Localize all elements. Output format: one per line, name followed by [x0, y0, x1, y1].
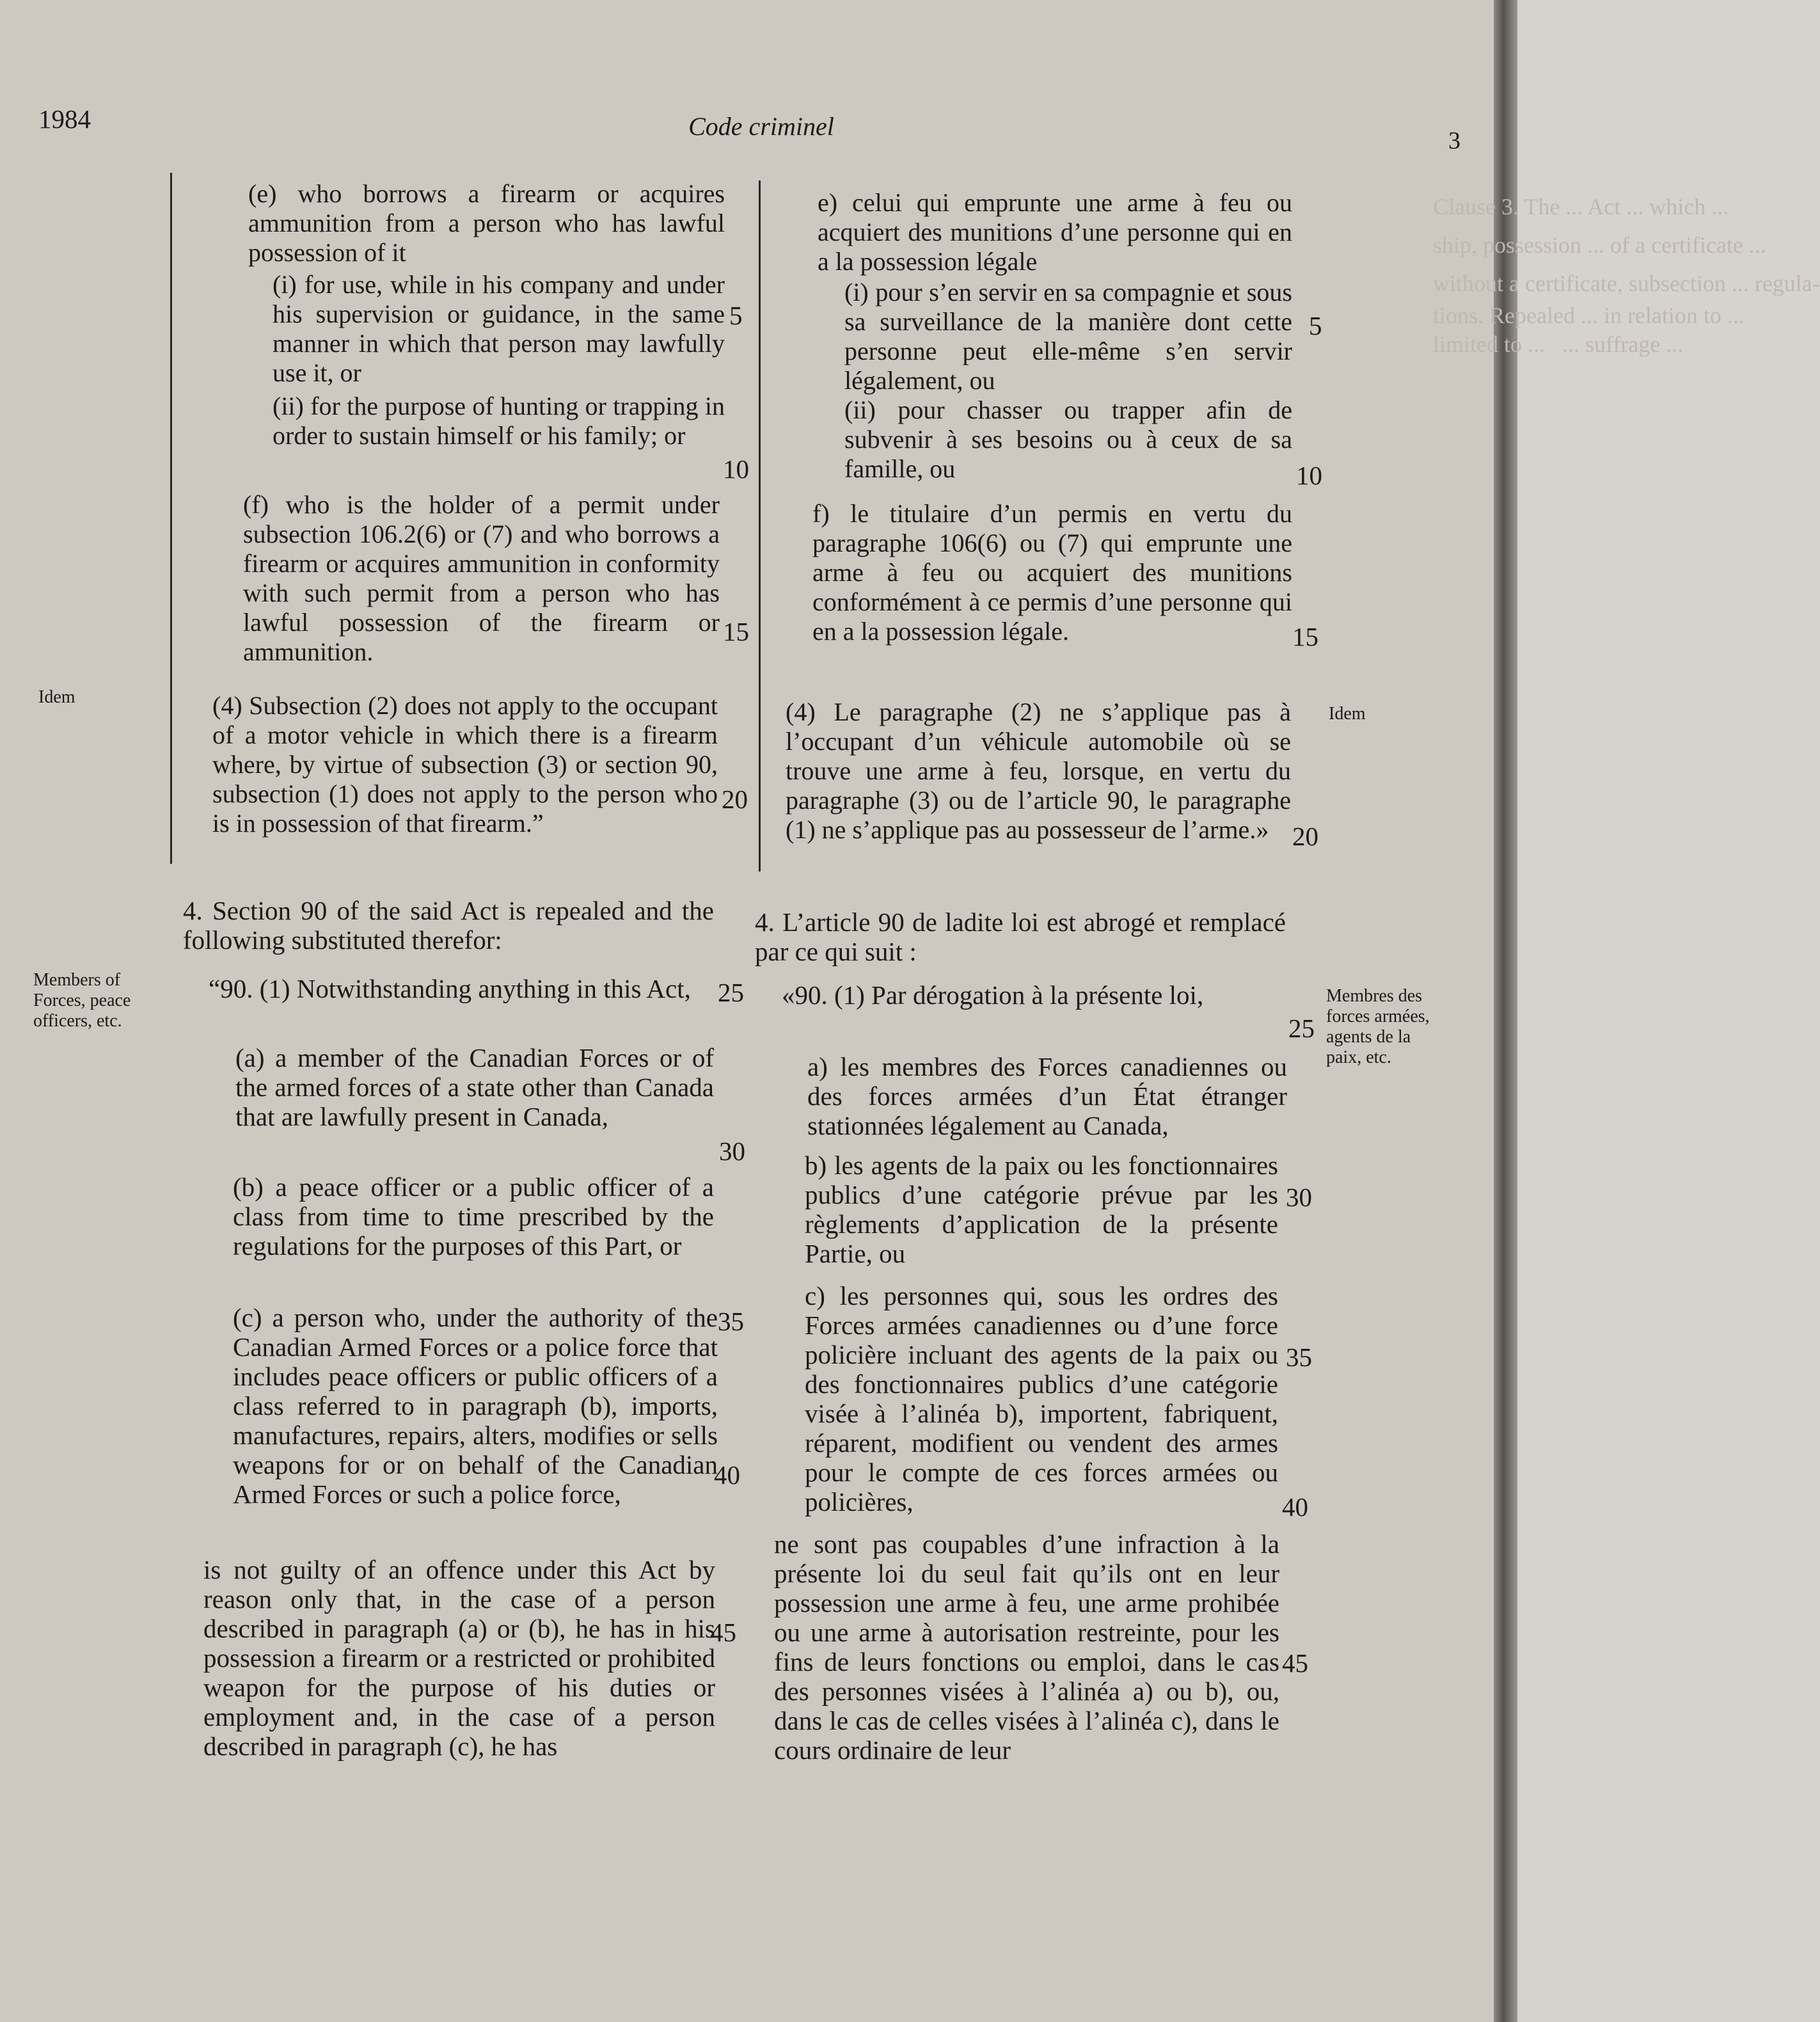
- fr-clause-4: 4. L’article 90 de ladite loi est abrogé et remplacé par ce qui suit :: [755, 907, 1286, 966]
- en-paragraph-c: (c) a person who, under the authority of the Canadian Armed Forces or a police force that includes peace officers or public officers of a class referred to in paragraph (b), imports, manufactures, repairs, alters, modifies or sells weapons for or on behalf of the Canadian Armed Forces or such a police force,: [233, 1303, 718, 1509]
- fr-paragraph-b: b) les agents de la paix ou les fonctionnaires publics d’une catégorie prévue par les règlements d’application de la présente Partie, ou: [805, 1150, 1278, 1268]
- page-number: 3: [1448, 127, 1460, 154]
- line-number: 45: [710, 1618, 736, 1647]
- fr-subparagraph-i: (i) pour s’en servir en sa compagnie et sous sa surveillance de la manière dont cette personne peut elle-même s’en servir légalement, ou: [844, 278, 1292, 395]
- en-closing-text: is not guilty of an offence under this Act by reason only that, in the case of a person described in paragraph (a) or (b), he has in his possession a firearm or a restricted or prohibited weapon for the purpose of his duties or employment and, in the case of a person described in paragraph (c), he has: [203, 1555, 715, 1761]
- line-number: 10: [723, 454, 749, 484]
- en-paragraph-a: (a) a member of the Canadian Forces or of the armed forces of a state other than Canada that are lawfully present in Canada,: [235, 1043, 714, 1131]
- line-number: 40: [1282, 1492, 1308, 1522]
- fr-subsection-4: (4) Le paragraphe (2) ne s’applique pas à l’occupant d’un véhicule automobile où se trouve une arme à feu, lorsque, en vertu du paragraphe (3) ou de l’article 90, le paragraphe (1) ne s’applique pas au possesseur de l’arme.»: [786, 697, 1291, 844]
- en-subparagraph-i: (i) for use, while in his company and under his supervision or guidance, in the same manner in which that person may lawfully use it, or: [273, 270, 725, 387]
- line-number: 15: [1292, 622, 1318, 651]
- en-subparagraph-ii: (ii) for the purpose of hunting or trapping in order to sustain himself or his family; or: [273, 392, 725, 450]
- ghost-line: tions. Repealed ... in relation to ...: [1433, 303, 1745, 328]
- line-number: 35: [1286, 1342, 1312, 1372]
- line-number: 10: [1296, 461, 1322, 490]
- line-number: 15: [723, 617, 749, 646]
- ghost-line: Clause 3. The ... Act ... which ...: [1433, 194, 1729, 219]
- fr-subparagraph-ii: (ii) pour chasser ou trapper afin de subvenir à ses besoins ou à ceux de sa famille, ou: [844, 395, 1292, 483]
- margin-note-members-fr: Membres des forces armées, agents de la paix, etc.: [1326, 986, 1430, 1067]
- en-subsection-4: (4) Subsection (2) does not apply to the occupant of a motor vehicle in which there is a firearm where, by virtue of subsection (3) or section 90, subsection (1) does not apply to the person who is in possession of that firearm.”: [212, 691, 718, 838]
- fr-paragraph-f: f) le titulaire d’un permis en vertu du paragraphe 106(6) ou (7) qui emprunte une arme à feu ou acquiert des munitions conformément à ce permis d’une personne qui en a la possession légale.: [812, 499, 1292, 646]
- line-number: 35: [718, 1307, 744, 1336]
- page-title: Code criminel: [688, 112, 834, 141]
- en-paragraph-f: (f) who is the holder of a permit under subsection 106.2(6) or (7) and who borrows a firearm or acquires ammunition in conformity with such permit from a person who has lawful possession of the firearm or ammunition.: [243, 490, 720, 666]
- line-number: 5: [1309, 311, 1322, 340]
- line-number: 40: [714, 1460, 740, 1490]
- line-number: 30: [719, 1136, 745, 1166]
- margin-note-idem-en: Idem: [38, 687, 75, 707]
- line-number: 30: [1286, 1182, 1312, 1212]
- ghost-line: without a certificate, subsection ... regula-: [1433, 271, 1820, 296]
- fr-section-90: «90. (1) Par dérogation à la présente loi,: [782, 980, 1204, 1010]
- margin-note-idem-fr: Idem: [1329, 704, 1366, 724]
- line-number: 20: [1292, 822, 1318, 851]
- fr-paragraph-a: a) les membres des Forces canadiennes ou des forces armées d’un État étranger stationnées légalement au Canada,: [807, 1052, 1287, 1140]
- line-number: 25: [1288, 1014, 1315, 1043]
- line-number: 45: [1282, 1648, 1308, 1678]
- line-number: 25: [718, 978, 744, 1007]
- ghost-line: ship, possession ... of a certificate ...: [1433, 232, 1766, 258]
- margin-note-members-en: Members of Forces, peace officers, etc.: [33, 970, 131, 1031]
- line-number: 5: [729, 301, 743, 330]
- ghost-line: limited to ... ... suffrage ...: [1433, 331, 1684, 357]
- en-paragraph-b: (b) a peace officer or a public officer of a class from time to time prescribed by the regulations for the purposes of this Part, or: [233, 1172, 714, 1261]
- fr-closing-text: ne sont pas coupables d’une infraction à la présente loi du seul fait qu’ils ont en leur possession une arme à feu, une arme prohibée ou une arme à autorisation restreinte, pour les fins de leurs fonctions ou emploi, dans le cas des personnes visées à l’alinéa a) ou b), ou, dans le cas de celles visées à l’alinéa c), dans le cours ordinaire de leur: [774, 1529, 1279, 1765]
- fr-paragraph-c: c) les personnes qui, sous les ordres des Forces armées canadiennes ou d’une force policière incluant des agents de la paix ou des fonctionnaires publics d’une catégorie visée à l’alinéa b), importent, fabriquent, réparent, modifient ou vendent des armes pour le compte de ces forces armées ou policières,: [805, 1281, 1278, 1516]
- en-paragraph-e: (e) who borrows a firearm or acquires ammunition from a person who has lawful possession of it: [248, 179, 725, 267]
- english-change-bar: [170, 173, 172, 864]
- en-section-90: “90. (1) Notwithstanding anything in this Act,: [209, 974, 691, 1003]
- french-change-bar: [759, 180, 761, 872]
- page-year: 1984: [38, 104, 91, 134]
- en-clause-4: 4. Section 90 of the said Act is repealed and the following substituted therefor:: [183, 896, 714, 955]
- fr-paragraph-e: e) celui qui emprunte une arme à feu ou acquiert des munitions d’une personne qui en a la possession légale: [818, 188, 1292, 276]
- line-number: 20: [722, 784, 748, 814]
